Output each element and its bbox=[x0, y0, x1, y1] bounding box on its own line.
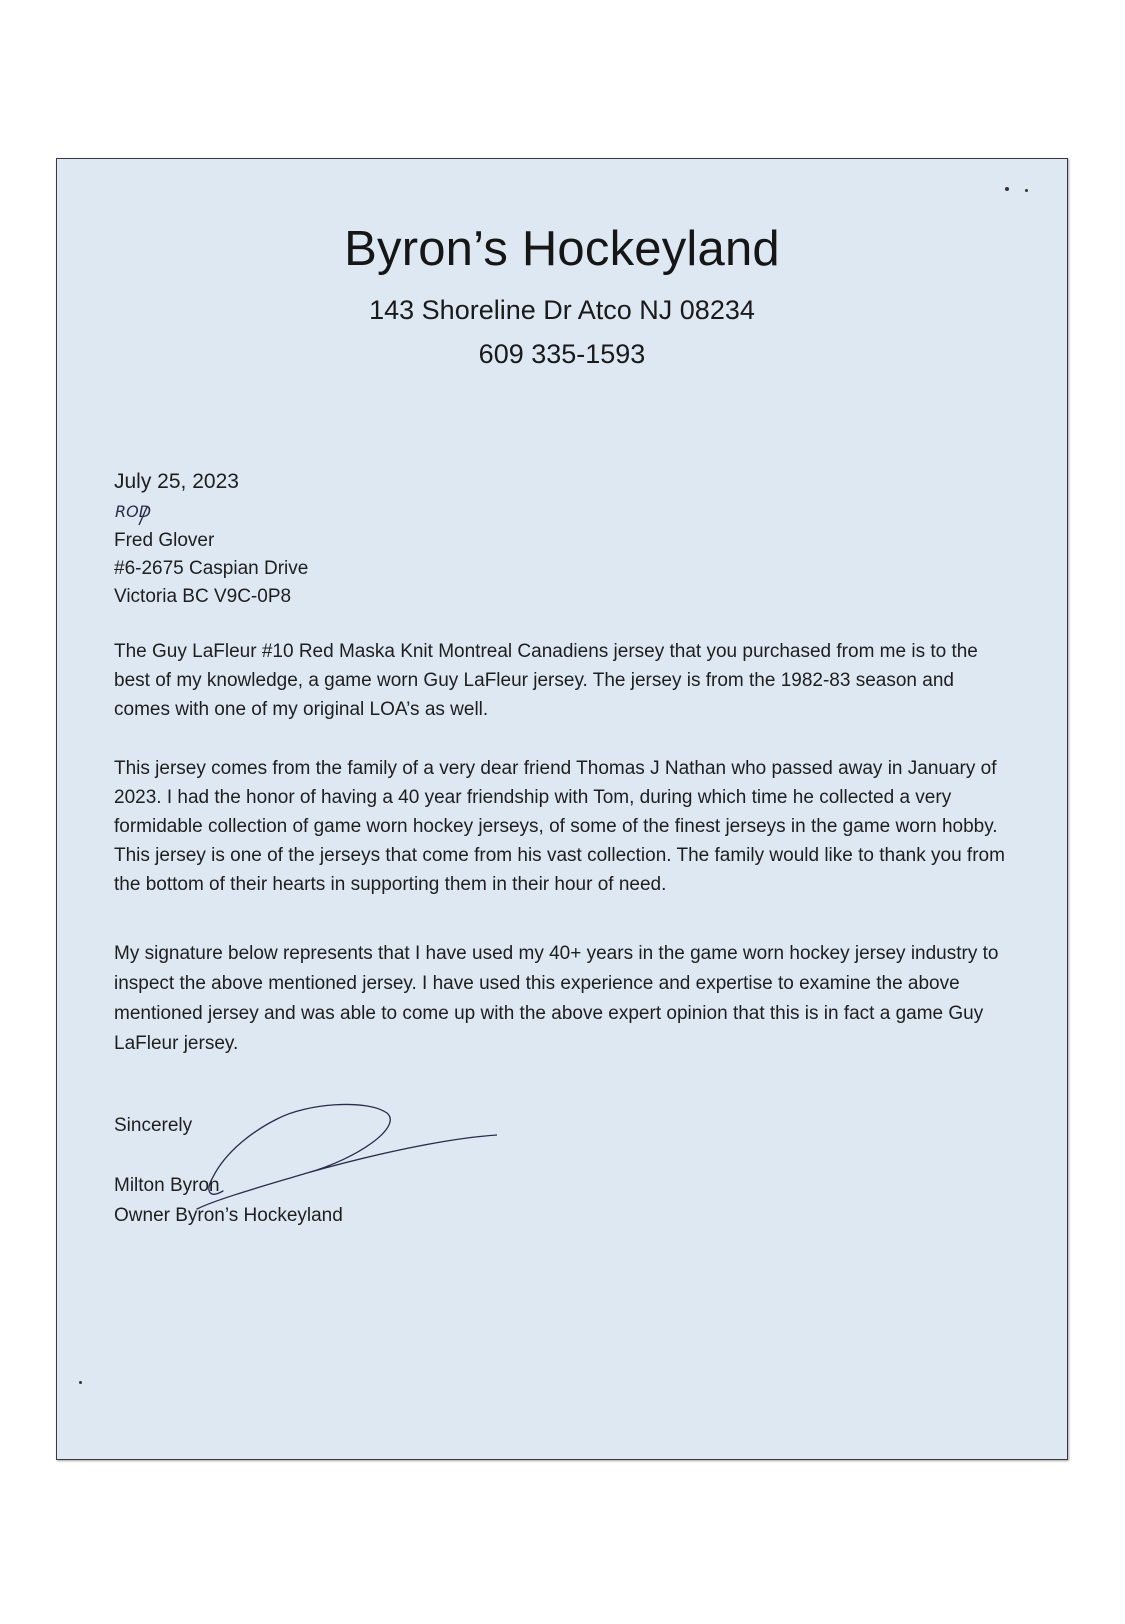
recipient-city: Victoria BC V9C-0P8 bbox=[114, 586, 292, 607]
company-name: Byron’s Hockeyland bbox=[344, 222, 780, 276]
scan-speck bbox=[1025, 189, 1028, 192]
signer-title: Owner Byron’s Hockeyland bbox=[114, 1205, 343, 1226]
recipient-name: Fred Glover bbox=[114, 530, 215, 551]
scan-speck bbox=[79, 1381, 82, 1384]
signature-scribble bbox=[157, 1099, 497, 1219]
handwritten-note bbox=[113, 499, 173, 529]
letter-sheet bbox=[56, 158, 1068, 1460]
letter-date: July 25, 2023 bbox=[114, 470, 239, 493]
company-address: 143 Shoreline Dr Atco NJ 08234 bbox=[369, 295, 755, 325]
recipient-street: #6-2675 Caspian Drive bbox=[114, 558, 309, 579]
paragraph-3: My signature below represents that I have used my 40+ years in the game worn hockey jersey industry to inspect the above mentioned jersey. I have used this experience and expertise to examine the above mentioned jersey and was able to come up with the above expert opinion that this is in fact a game Guy LaFleur jersey. bbox=[114, 943, 999, 1054]
paragraph-1: The Guy LaFleur #10 Red Maska Knit Montreal Canadiens jersey that you purchased from me is to the best of my knowledge, a game worn Guy LaFleur jersey. The jersey is from the 1982-83 season and comes with one of my original LOA’s as well. bbox=[114, 641, 978, 720]
signer-name: Milton Byron bbox=[114, 1175, 220, 1196]
paragraph-2: This jersey comes from the family of a very dear friend Thomas J Nathan who passed away in January of 2023. I had the honor of having a 40 year friendship with Tom, during which time he collected a very formidable collection of game worn hockey jerseys, of some of the finest jerseys in the game worn hobby. This jersey is one of the jerseys that come from his vast collection. The family would like to thank you from the bottom of their hearts in supporting them in their hour of need. bbox=[114, 758, 1005, 895]
recipient-block bbox=[114, 527, 308, 611]
company-phone: 609 335-1593 bbox=[478, 339, 646, 369]
closing-salutation: Sincerely bbox=[114, 1115, 193, 1136]
scan-speck bbox=[1005, 187, 1009, 191]
handwritten-note-text: ROD bbox=[115, 502, 152, 521]
